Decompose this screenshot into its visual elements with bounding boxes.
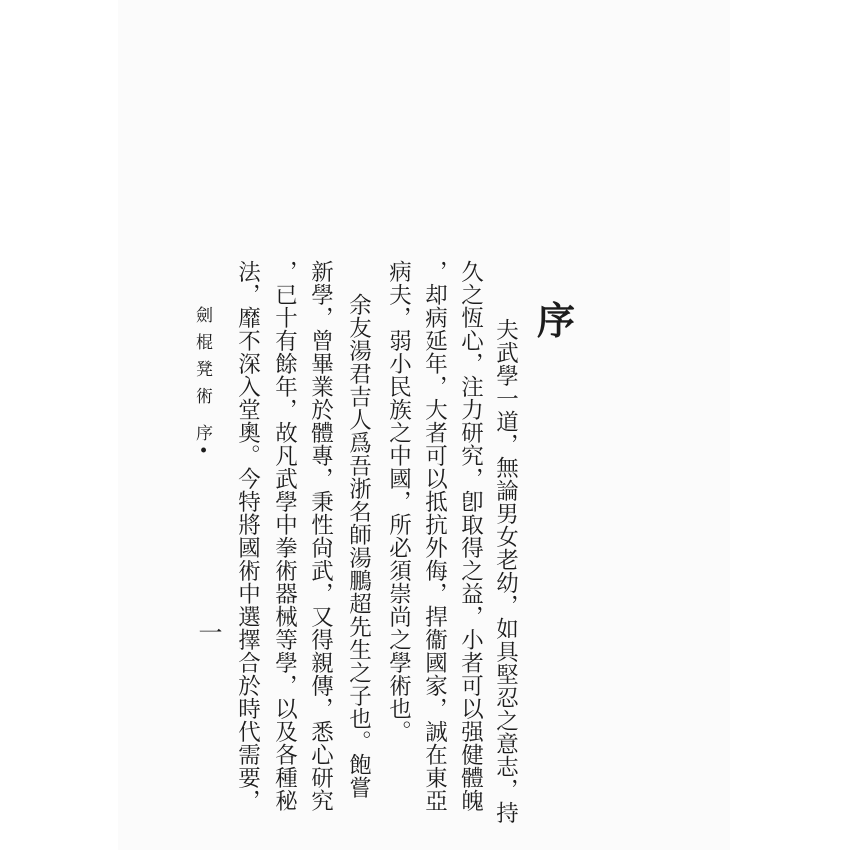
- section-label: 序: [192, 424, 212, 445]
- running-head: [193, 306, 210, 465]
- book-title: 劍棍凳術: [192, 306, 212, 414]
- text-column-4: 病夫，弱小民族之中國，所必須崇尚之學術也。: [385, 260, 412, 743]
- page-number: 一: [194, 620, 222, 645]
- text-column-6: 新學，曾畢業於體專，秉性尙武，又得親傳，悉心研究: [307, 260, 334, 812]
- text-column-3: ，却病延年，大者可以抵抗外侮，捍衞國家，誠在東亞: [421, 260, 448, 812]
- text-column-1: 夫武學一道，無論男女老幼，如具堅忍之意志，持: [492, 318, 519, 824]
- section-dot: •: [192, 445, 212, 466]
- text-column-7: ，已十有餘年，故凡武學中拳術器械等學，以及各種秘: [271, 260, 298, 812]
- text-column-2: 久之恆心，注力研究，卽取得之益，小者可以强健體魄: [457, 260, 484, 812]
- preface-title: 序: [537, 298, 576, 343]
- text-column-5: 余友湯君吉人爲吾浙名師湯鵬超先生之子也。飽嘗: [345, 293, 372, 799]
- text-column-8: 法，靡不深入堂奧。今特將國術中選擇合於時代需要，: [234, 260, 261, 812]
